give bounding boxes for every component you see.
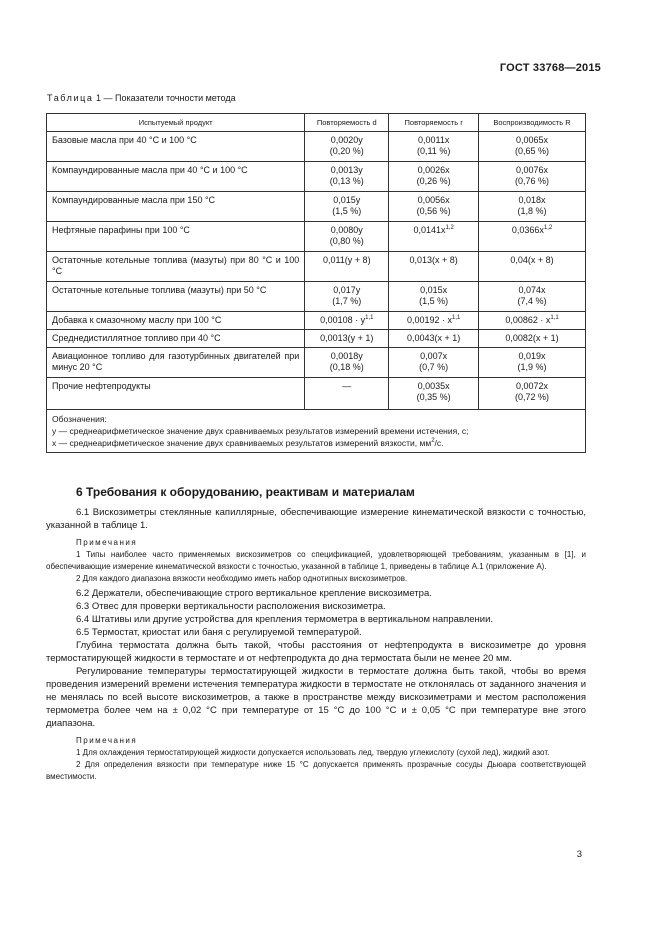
- table-row: [47, 192, 586, 222]
- notes-title: Примечания: [76, 538, 138, 547]
- table-row: [47, 252, 586, 282]
- header-reproducibility: Воспроизводимость R: [479, 114, 586, 132]
- value-d: 0,0018y (0,18 %): [305, 348, 389, 378]
- value-d: 0,0013(y + 1): [305, 330, 389, 348]
- product-name: Компаундированные масла при 150 °С: [47, 192, 305, 222]
- note-1: 1 Для охлаждения термостатирующей жидкости допускается использовать лед, твердую углекислоту (сухой лед), жидкий азот.: [76, 748, 550, 757]
- paragraph-6-4: 6.4 Штативы или другие устройства для крепления термометра в вертикальном направлении.: [76, 614, 494, 625]
- product-name: Среднедистиллятное топливо при 40 °С: [47, 330, 305, 348]
- section-6-body: [46, 506, 586, 783]
- value-r: 0,007x (0,7 %): [389, 348, 479, 378]
- value-r: 0,0026x (0,26 %): [389, 162, 479, 192]
- product-name: Прочие нефтепродукты: [47, 378, 305, 410]
- value-d: —: [305, 378, 389, 410]
- table-caption: [47, 93, 236, 103]
- value-d: $0,00108 \cdot y^{1,1}$: [305, 312, 389, 330]
- document-number: ГОСТ 33768—2015: [499, 62, 601, 74]
- table-row: [47, 222, 586, 252]
- value-d: 0,011(y + 8): [305, 252, 389, 282]
- precision-table: [46, 113, 586, 453]
- value-R: 0,074x (7,4 %): [479, 282, 586, 312]
- header-repeatability-r: Повторяемость r: [389, 114, 479, 132]
- product-name: Остаточные котельные топлива (мазуты) при 50 °С: [47, 282, 305, 312]
- notes-title: Примечания: [76, 736, 138, 745]
- value-r: 0,0011x (0,11 %): [389, 132, 479, 162]
- value-r: $0,0141x^{1,2}$: [389, 222, 479, 252]
- value-d: 0,015y (1,5 %): [305, 192, 389, 222]
- note-1: 1 Типы наиболее часто применяемых вискозиметров со спецификацией, удовлетворяющей требованиям, указанным в [1], и обеспечивающие измерение кинематической вязкости с точностью, указанной в таблице 1, приведены в таблице А.1 (приложение А).: [46, 550, 586, 571]
- product-name: Базовые масла при 40 °С и 100 °С: [47, 132, 305, 162]
- value-R: 0,04(x + 8): [479, 252, 586, 282]
- table-caption-prefix: Таблица: [47, 93, 94, 103]
- product-name: Нефтяные парафины при 100 °С: [47, 222, 305, 252]
- value-r: $0,00192 \cdot x^{1,1}$: [389, 312, 479, 330]
- value-r: 0,013(x + 8): [389, 252, 479, 282]
- paragraph-6-1: 6.1 Вискозиметры стеклянные капиллярные, обеспечивающие измерение кинематической вязкости с точностью, указанной в таблице 1.: [46, 507, 586, 531]
- table-row: [47, 348, 586, 378]
- table-row: [47, 282, 586, 312]
- table-row: [47, 378, 586, 410]
- table-notes-row: [47, 410, 586, 453]
- note-x: x — среднеарифметическое значение двух сравниваемых результатов измерений вязкости, $мм^2/с$.: [52, 438, 444, 448]
- table-row: [47, 312, 586, 330]
- value-d: 0,017y (1,7 %): [305, 282, 389, 312]
- note-2: 2 Для определения вязкости при температуре ниже 15 °С допускается применять прозрачные сосуды Дьюара соответствующей вместимости.: [46, 760, 586, 781]
- value-R: $0,00862 \cdot x^{1,1}$: [479, 312, 586, 330]
- header-product: Испытуемый продукт: [47, 114, 305, 132]
- value-R: 0,0082(x + 1): [479, 330, 586, 348]
- value-R: 0,0065x (0,65 %): [479, 132, 586, 162]
- table-row: [47, 330, 586, 348]
- table-row: [47, 132, 586, 162]
- header-repeatability-d: Повторяемость d: [305, 114, 389, 132]
- product-name: Остаточные котельные топлива (мазуты) при 80 °С и 100 °С: [47, 252, 305, 282]
- product-name: Добавка к смазочному маслу при 100 °С: [47, 312, 305, 330]
- product-name: Компаундированные масла при 40 °С и 100 °С: [47, 162, 305, 192]
- product-name: Авиационное топливо для газотурбинных двигателей при минус 20 °С: [47, 348, 305, 378]
- page-number: 3: [576, 849, 582, 860]
- value-R: 0,0072x (0,72 %): [479, 378, 586, 410]
- paragraph-6-5: 6.5 Термостат, криостат или баня с регулируемой температурой.: [76, 627, 362, 638]
- value-d: 0,0013y (0,13 %): [305, 162, 389, 192]
- value-d: 0,0080y (0,80 %): [305, 222, 389, 252]
- paragraph-regulation: Регулирование температуры термостатирующей жидкости в термостате должна быть такой, чтобы во время проведения измерений времени истечения температура жидкости в термостате не отклонялась от заданного значения и не менялась по всей высоте вискозиметров, а также в пространстве между вискозиметрами и местом расположения термометра более чем на ± 0,02 °С при температуре от 15 °С до 100 °С и ± 0,05 °С при температуре вне этого диапазона.: [46, 666, 586, 729]
- table-caption-text: 1 — Показатели точности метода: [96, 93, 236, 103]
- value-R: 0,0076x (0,76 %): [479, 162, 586, 192]
- table-row: [47, 162, 586, 192]
- value-R: 0,018x (1,8 %): [479, 192, 586, 222]
- paragraph-6-3: 6.3 Отвес для проверки вертикальности расположения вискозиметра.: [76, 601, 386, 612]
- notes-title: Обозначения:: [52, 414, 107, 424]
- note-y: y — среднеарифметическое значение двух сравниваемых результатов измерений времени истечения, с;: [52, 426, 469, 436]
- paragraph-6-2: 6.2 Держатели, обеспечивающие строго вертикальное крепление вискозиметра.: [76, 588, 432, 599]
- value-r: 0,0056x (0,56 %): [389, 192, 479, 222]
- table-notes: [47, 410, 586, 453]
- table-header-row: [47, 114, 586, 132]
- value-d: 0,0020y (0,20 %): [305, 132, 389, 162]
- note-2: 2 Для каждого диапазона вязкости необходимо иметь набор однотипных вискозиметров.: [76, 574, 408, 583]
- section-6-title: 6 Требования к оборудованию, реактивам и материалам: [76, 485, 415, 499]
- value-r: 0,0035x (0,35 %): [389, 378, 479, 410]
- value-R: $0,0366x^{1,2}$: [479, 222, 586, 252]
- paragraph-depth: Глубина термостата должна быть такой, чтобы расстояния от нефтепродукта в вискозиметре до уровня термостатирующей жидкости в термостате и от нефтепродукта до дна термостата были не менее 20 мм.: [46, 640, 586, 664]
- value-r: 0,015x (1,5 %): [389, 282, 479, 312]
- value-r: 0,0043(x + 1): [389, 330, 479, 348]
- value-R: 0,019x (1,9 %): [479, 348, 586, 378]
